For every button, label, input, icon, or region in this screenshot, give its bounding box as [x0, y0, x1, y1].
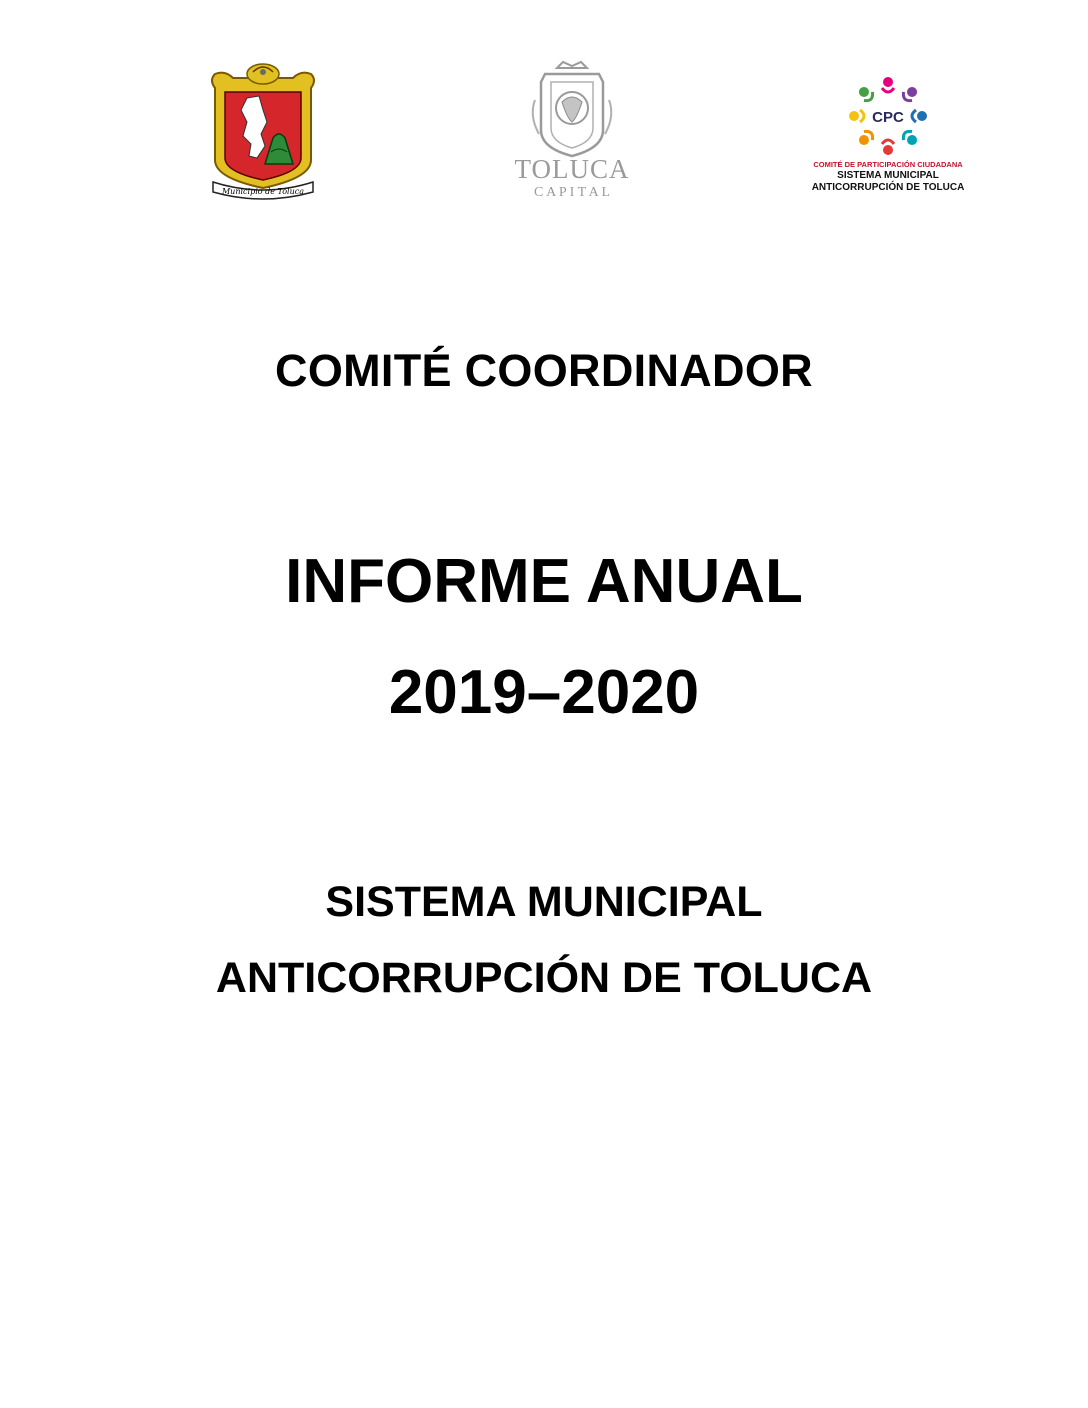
report-title: INFORME ANUAL — [285, 547, 803, 616]
cpc-logo-line1: COMITÉ DE PARTICIPACIÓN CIUDADANA — [813, 160, 963, 169]
report-years: 2019–2020 — [388, 658, 700, 727]
cpc-badge-text: CPC — [872, 109, 904, 126]
cpc-logo — [796, 76, 980, 200]
municipio-coat-of-arms-icon — [205, 60, 321, 202]
cpc-people-circle-icon — [796, 76, 980, 200]
municipio-de-toluca-logo — [205, 60, 321, 202]
toluca-capital-seal-icon — [505, 60, 640, 200]
toluca-capital-logo — [505, 60, 640, 200]
cpc-logo-line3: ANTICORRUPCIÓN DE TOLUCA — [811, 182, 965, 193]
municipio-ribbon-text: Municipio de Toluca — [221, 187, 305, 196]
cpc-logo-line2: SISTEMA MUNICIPAL — [837, 170, 939, 181]
toluca-logo-line2: C A P I T A L — [534, 185, 610, 200]
toluca-logo-line1: TOLUCA — [514, 154, 630, 184]
system-name-line1: SISTEMA MUNICIPAL — [325, 878, 763, 926]
committee-heading: COMITÉ COORDINADOR — [275, 345, 813, 396]
system-name-line2: ANTICORRUPCIÓN DE TOLUCA — [215, 954, 873, 1002]
